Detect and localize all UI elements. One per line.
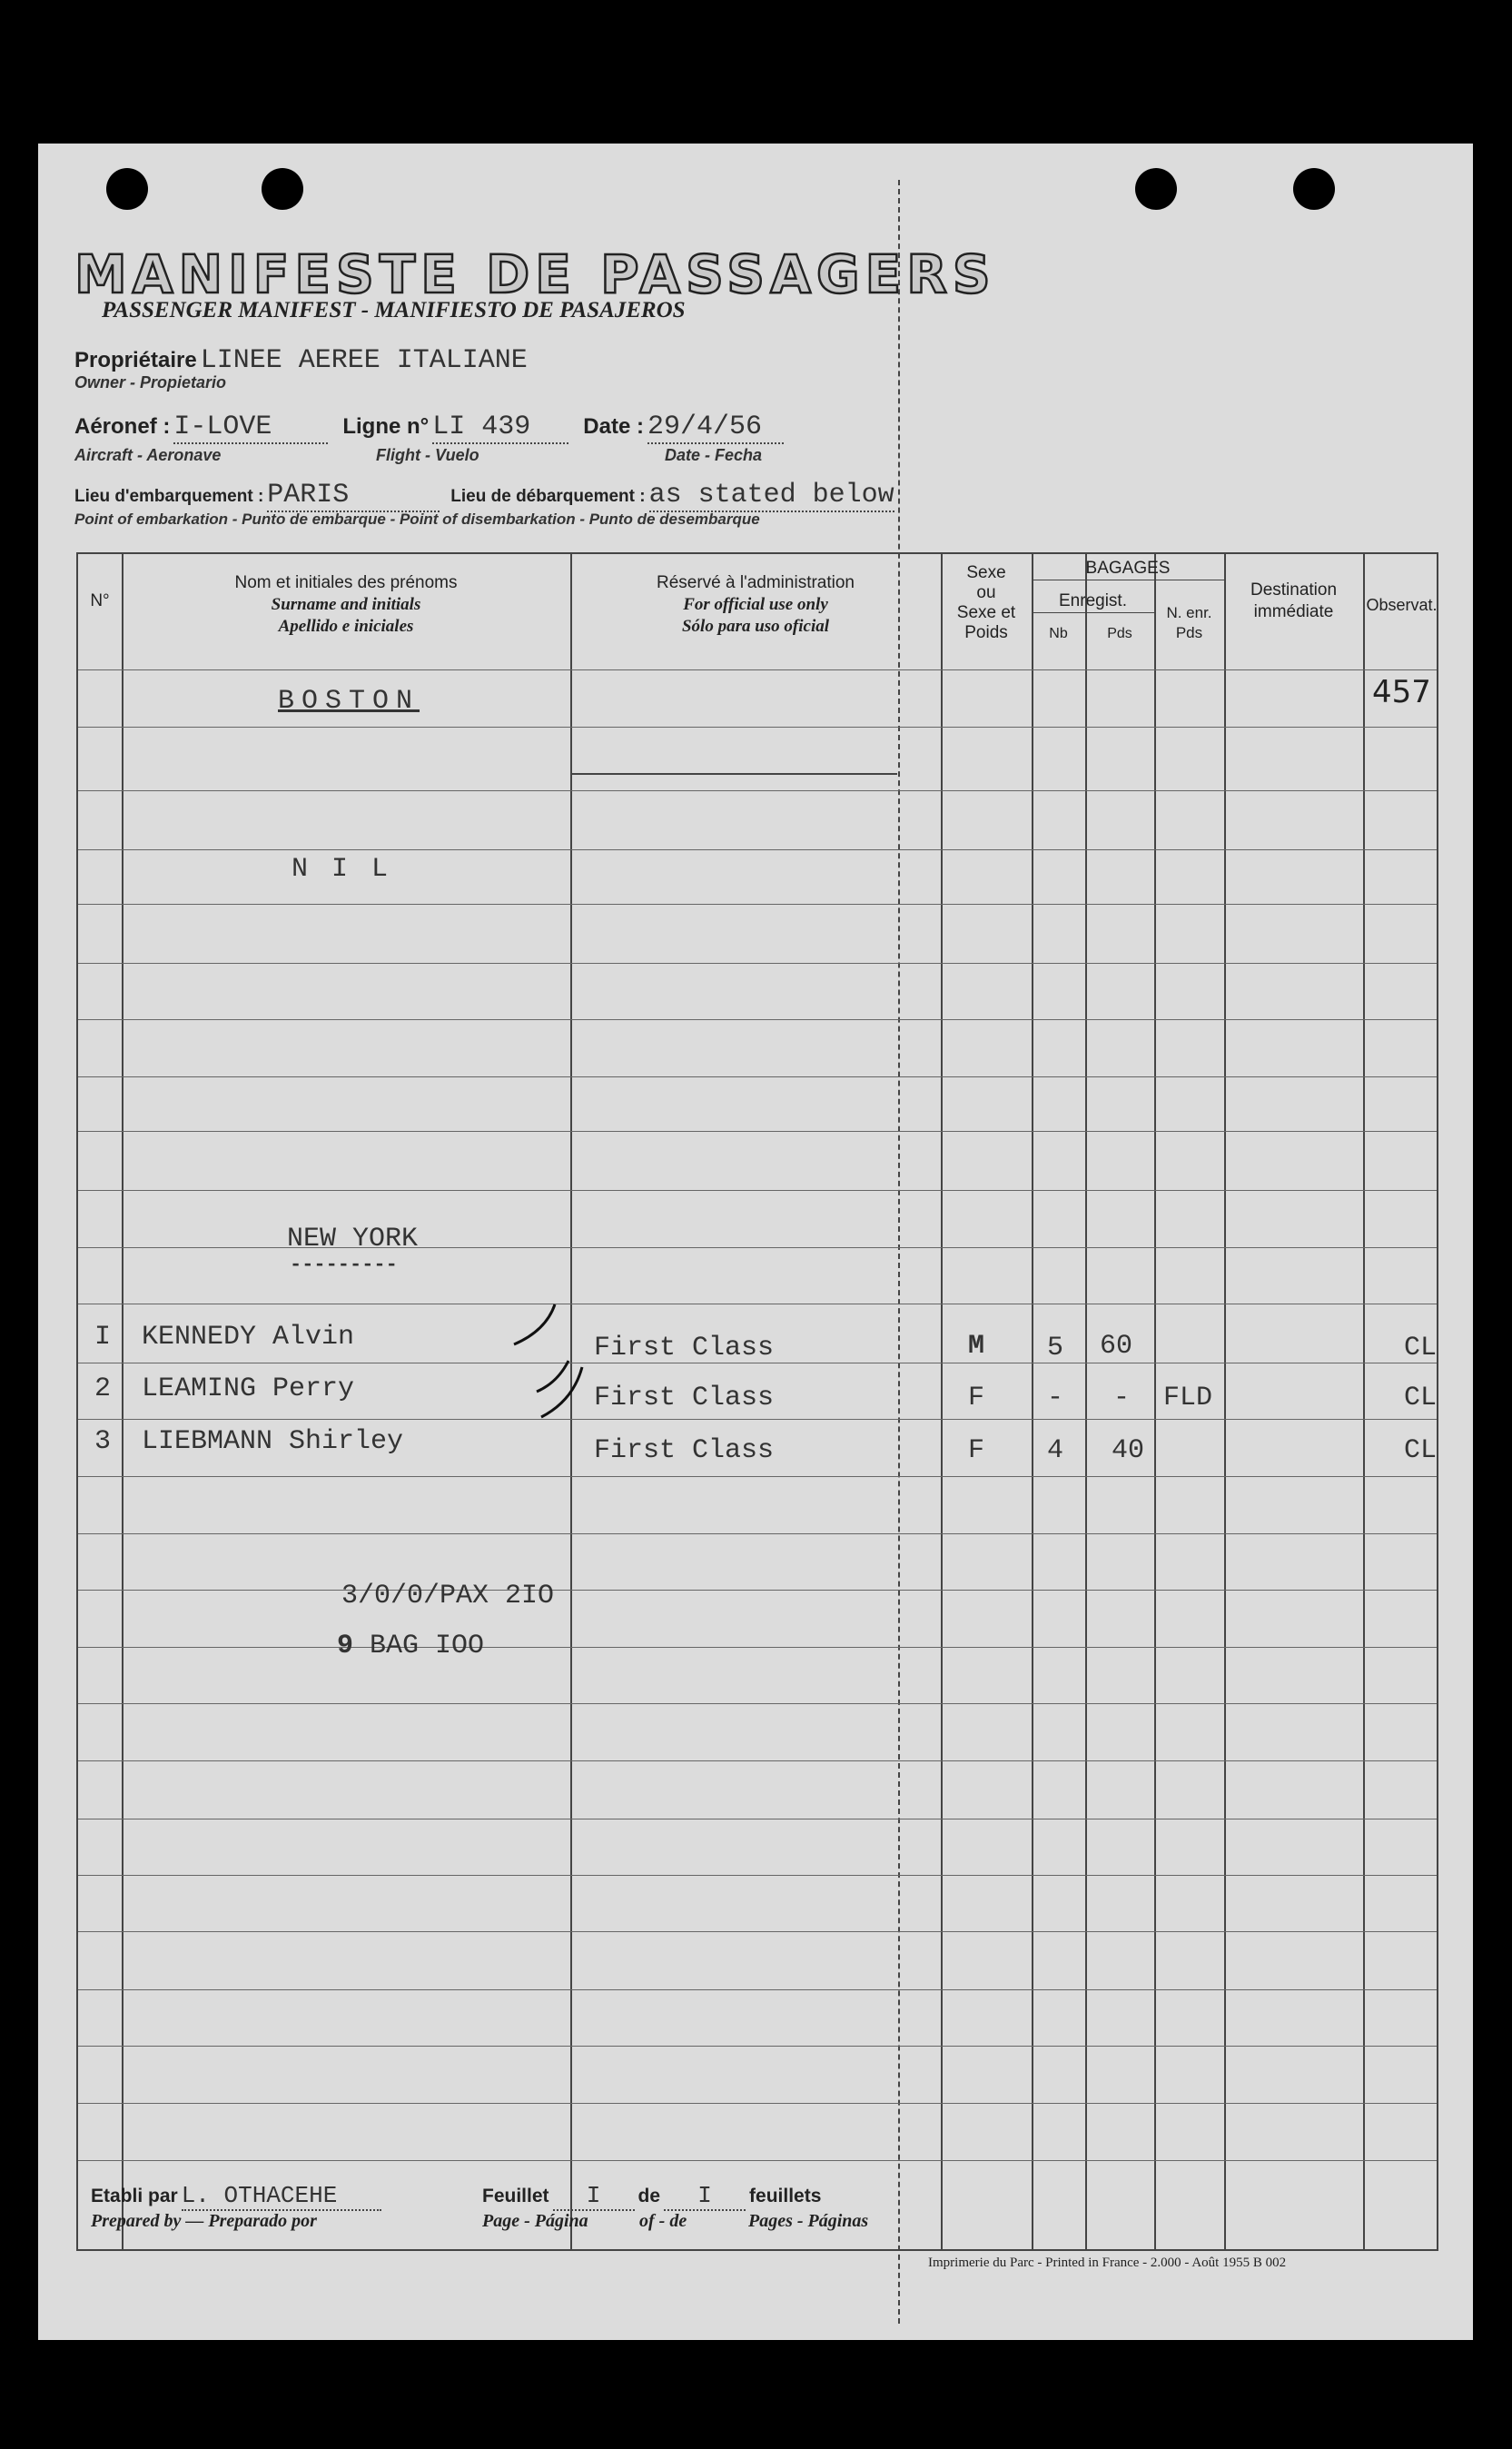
baggage-weight: 40	[1112, 1435, 1145, 1466]
header-name: Nom et initiales des prénoms Surname and initials Apellido e iniciales	[234, 573, 458, 636]
punch-hole	[1135, 168, 1177, 210]
passenger-table	[76, 552, 1438, 2251]
embark-label: Lieu d'embarquement :	[74, 487, 264, 506]
page-sub: Page - Página	[482, 2211, 588, 2231]
header-nenr: N. enr. Pds	[1166, 604, 1212, 641]
header-sex: Sexe ou Sexe et Poids	[956, 563, 1016, 642]
section-new-york: NEW YORK	[287, 1224, 419, 1254]
header-nb: Nb	[1049, 626, 1068, 641]
embark-row	[74, 480, 894, 512]
header-admin: Réservé à l'administration For official use only Sólo para uso oficial	[657, 573, 855, 636]
flight-label: Ligne n°	[342, 414, 430, 439]
passenger-sex: F	[968, 1435, 985, 1466]
observation: CL	[1404, 1383, 1438, 1413]
pages-sub: Pages - Páginas	[748, 2211, 869, 2231]
prepared-by: Etabli par L. OTHACEHE	[91, 2182, 381, 2211]
header-enreg: Enregist.	[1032, 590, 1154, 613]
header-bagages: BAGAGES	[1032, 558, 1224, 580]
passenger-sex: F	[968, 1383, 985, 1413]
observation: CL	[1404, 1435, 1438, 1466]
punch-hole	[262, 168, 303, 210]
prepared-by-sub: Prepared by — Preparado por	[91, 2211, 317, 2231]
punch-hole	[106, 168, 148, 210]
check-marks	[78, 554, 1440, 1553]
flight-sublabel: Flight - Vuelo	[376, 446, 479, 464]
header-no: N°	[90, 591, 110, 610]
document-title: MANIFESTE DE PASSAGERS	[74, 243, 996, 305]
sheet-count: Feuillet I de I feuillets	[482, 2182, 822, 2209]
summary-pax: 3/0/0/PAX 2IO	[341, 1581, 555, 1611]
date-sublabel: Date - Fecha	[665, 446, 763, 464]
observation: CL	[1404, 1333, 1438, 1363]
baggage-count: -	[1047, 1383, 1064, 1413]
header-observ: Observat.	[1366, 596, 1438, 614]
passenger-name: LEAMING Perry	[142, 1373, 355, 1404]
passenger-class: First Class	[594, 1435, 775, 1466]
passenger-name: LIEBMANN Shirley	[142, 1426, 404, 1457]
aircraft-value: I-LOVE	[173, 411, 328, 444]
baggage-weight: -	[1113, 1383, 1131, 1413]
header-pds: Pds	[1107, 626, 1132, 641]
aircraft-label: Aéronef :	[74, 414, 171, 439]
page-number: 457	[1372, 674, 1431, 710]
header-destination: Destination immédiate	[1250, 580, 1338, 621]
owner-row	[74, 345, 528, 376]
punch-hole	[1293, 168, 1335, 210]
disembark-value: as stated below	[648, 480, 894, 511]
passenger-class: First Class	[594, 1383, 775, 1413]
baggage-unregistered: FLD	[1163, 1383, 1213, 1413]
date-label: Date :	[583, 414, 644, 439]
disembark-label: Lieu de débarquement :	[450, 487, 646, 506]
nil-entry: N I L	[292, 854, 392, 885]
embark-value: PARIS	[267, 480, 440, 512]
flight-value: LI 439	[432, 411, 568, 444]
row-number: 3	[94, 1426, 112, 1457]
owner-value: LINEE AEREE ITALIANE	[200, 345, 528, 376]
aircraft-row	[74, 411, 784, 444]
owner-label: Propriétaire	[74, 348, 197, 372]
document-subtitle: PASSENGER MANIFEST - MANIFIESTO DE PASAJEROS	[102, 298, 686, 322]
aircraft-sublabel: Aircraft - Aeronave	[74, 446, 222, 464]
passenger-name: KENNEDY Alvin	[142, 1322, 355, 1353]
manifest-sheet	[38, 144, 1473, 2340]
baggage-weight: 60	[1100, 1331, 1133, 1362]
owner-sublabel: Owner - Propietario	[74, 373, 227, 392]
section-underline: ---------	[290, 1254, 398, 1276]
printer-note: Imprimerie du Parc - Printed in France - 2.000 - Août 1955 B 002	[928, 2256, 1287, 2270]
passenger-sex: M	[968, 1331, 985, 1362]
date-value: 29/4/56	[647, 411, 784, 444]
row-number: I	[94, 1322, 112, 1353]
summary-bag: 9 BAG IOO	[337, 1631, 485, 1661]
row-number: 2	[94, 1373, 112, 1404]
section-boston: BOSTON	[278, 686, 420, 717]
baggage-count: 5	[1047, 1333, 1064, 1363]
passenger-class: First Class	[594, 1333, 775, 1363]
baggage-count: 4	[1047, 1435, 1064, 1466]
of-sub: of - de	[639, 2211, 687, 2231]
points-sublabel: Point of embarkation - Punto de embarque - Point of disembarkation - Punto de desembarque	[74, 511, 760, 528]
